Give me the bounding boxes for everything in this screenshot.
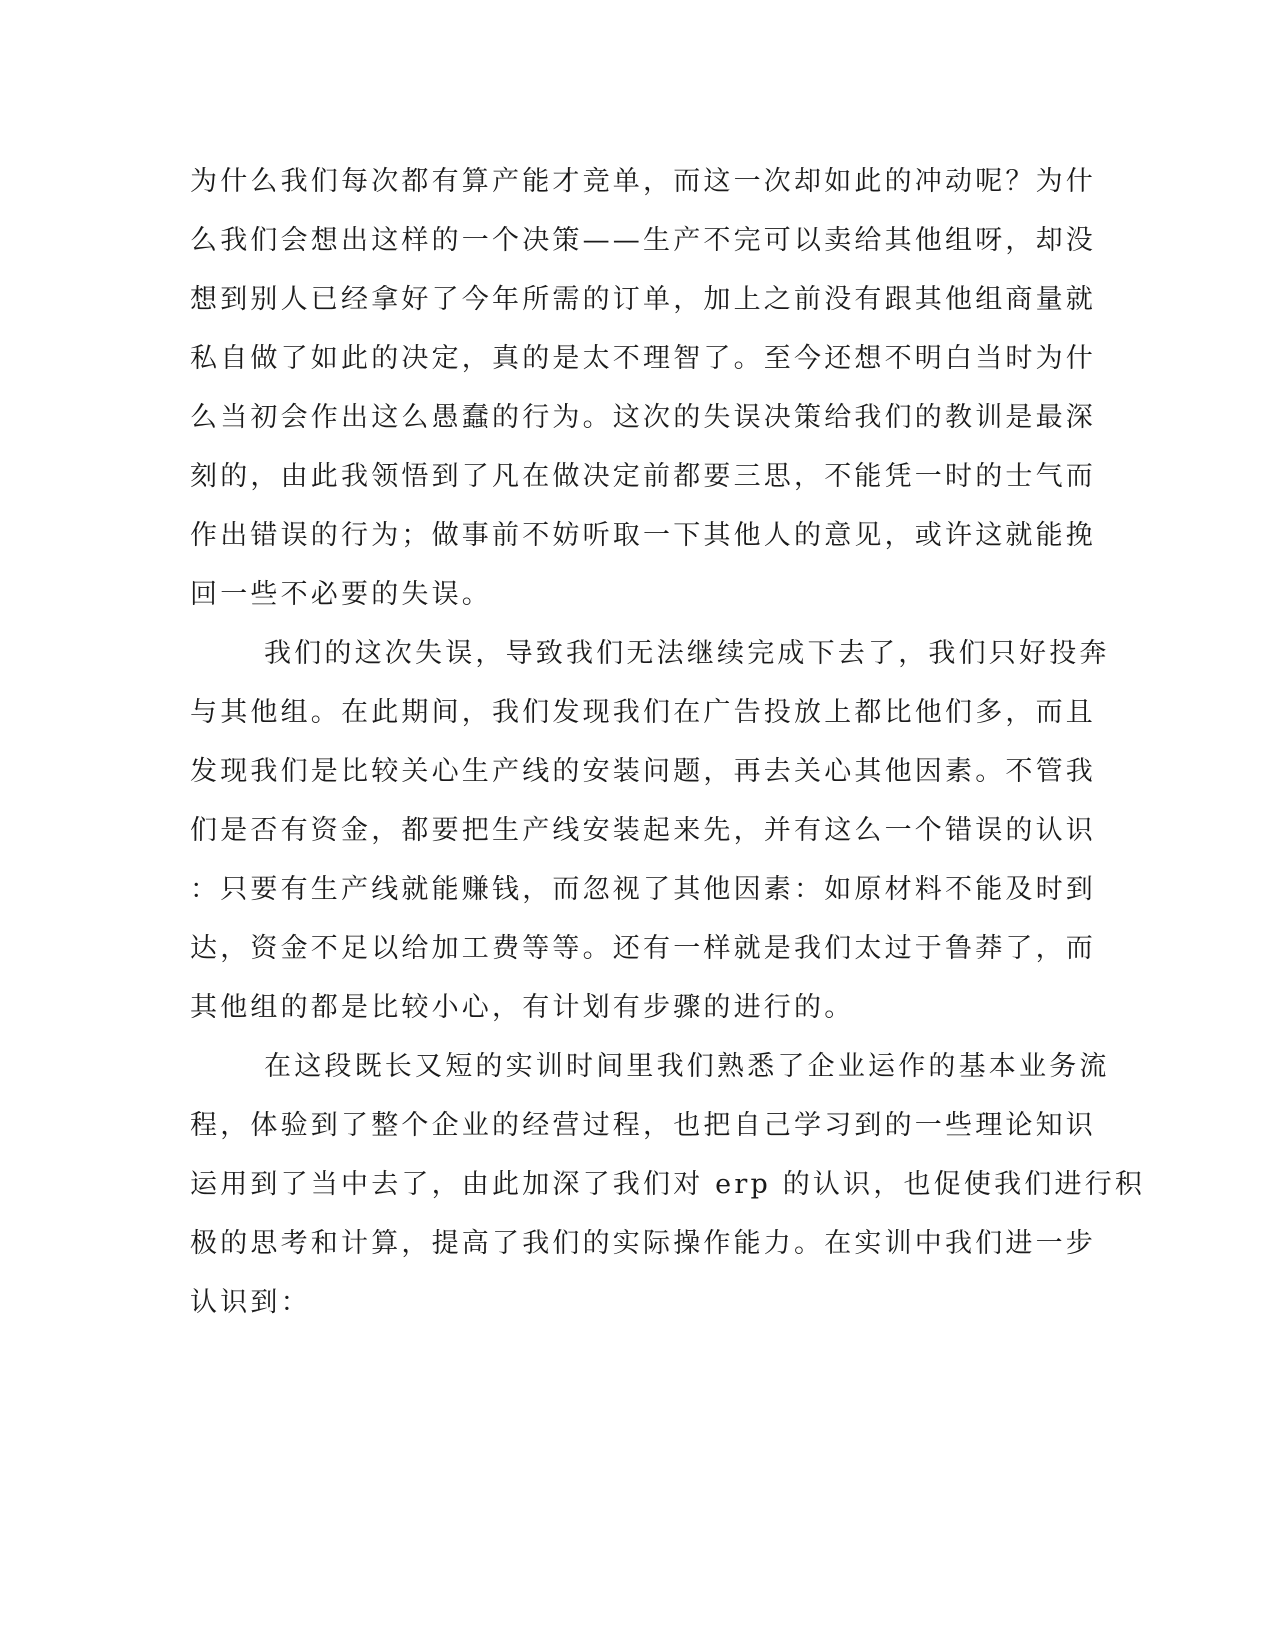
paragraph-line: 么我们会想出这样的一个决策——生产不完可以卖给其他组呀，却没 xyxy=(190,225,1096,256)
paragraph-line: 认识到： xyxy=(190,1287,311,1318)
paragraph-line: 回一些不必要的失误。 xyxy=(190,579,492,610)
paragraph-line: 私自做了如此的决定，真的是太不理智了。至今还想不明白当时为什 xyxy=(190,343,1096,374)
paragraph-line: 达，资金不足以给加工费等等。还有一样就是我们太过于鲁莽了，而 xyxy=(190,933,1096,964)
paragraph-line: 我们的这次失误，导致我们无法继续完成下去了，我们只好投奔 xyxy=(264,638,1110,669)
paragraph-line: ：只要有生产线就能赚钱，而忽视了其他因素：如原材料不能及时到 xyxy=(190,874,1096,905)
paragraph-line: 在这段既长又短的实训时间里我们熟悉了企业运作的基本业务流 xyxy=(264,1051,1110,1082)
paragraph-line: 极的思考和计算，提高了我们的实际操作能力。在实训中我们进一步 xyxy=(190,1228,1096,1259)
paragraph-line: 发现我们是比较关心生产线的安装问题，再去关心其他因素。不管我 xyxy=(190,756,1096,787)
paragraph-line: 作出错误的行为；做事前不妨听取一下其他人的意见，或许这就能挽 xyxy=(190,520,1096,551)
paragraph-line: 运用到了当中去了，由此加深了我们对 erp 的认识，也促使我们进行积 xyxy=(190,1169,1146,1200)
paragraph-line: 程，体验到了整个企业的经营过程，也把自己学习到的一些理论知识 xyxy=(190,1110,1096,1141)
paragraph-line: 为什么我们每次都有算产能才竞单，而这一次却如此的冲动呢？为什 xyxy=(190,166,1096,197)
paragraph-line: 与其他组。在此期间，我们发现我们在广告投放上都比他们多，而且 xyxy=(190,697,1096,728)
paragraph-line: 么当初会作出这么愚蠢的行为。这次的失误决策给我们的教训是最深 xyxy=(190,402,1096,433)
paragraph-line: 刻的，由此我领悟到了凡在做决定前都要三思，不能凭一时的士气而 xyxy=(190,461,1096,492)
paragraph-line: 想到别人已经拿好了今年所需的订单，加上之前没有跟其他组商量就 xyxy=(190,284,1096,315)
paragraph-line: 们是否有资金，都要把生产线安装起来先，并有这么一个错误的认识 xyxy=(190,815,1096,846)
paragraph-line: 其他组的都是比较小心，有计划有步骤的进行的。 xyxy=(190,992,855,1023)
